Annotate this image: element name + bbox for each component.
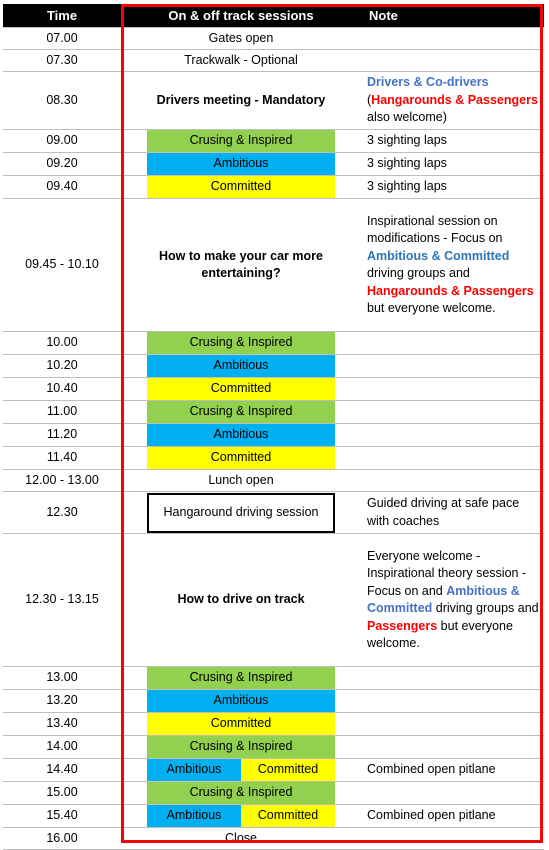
session-cell	[121, 130, 361, 153]
session-cell	[121, 153, 361, 176]
session-block: Crusing & Inspired	[147, 782, 335, 804]
note-cell	[361, 782, 544, 805]
header-time: Time	[3, 4, 121, 28]
time-cell: 11.20	[46, 427, 78, 442]
note-part: (	[367, 92, 372, 107]
time-cell: 13.20	[46, 693, 78, 708]
session-cell	[121, 690, 361, 713]
session-cell	[121, 332, 361, 355]
note-part: also welcome)	[367, 110, 447, 125]
time-cell: 11.00	[46, 404, 78, 419]
note-part: Ambitious & Committed	[367, 583, 520, 615]
note-part: Hangarounds & Passengers	[371, 92, 538, 107]
note-cell	[361, 72, 544, 130]
note-cell	[361, 470, 544, 492]
session-cell: Trackwalk - Optional	[184, 52, 298, 67]
note-part: Inspirational session on modifications - Focus on	[367, 213, 503, 245]
session-cell	[121, 176, 361, 199]
table-row	[3, 805, 544, 828]
session-cell	[121, 736, 361, 759]
session-block: Ambitious	[147, 690, 335, 712]
time-cell: 09.40	[46, 179, 78, 194]
note-part: driving groups and	[367, 266, 470, 280]
table-row	[3, 447, 544, 470]
session-cell	[121, 401, 361, 424]
table-row	[3, 782, 544, 805]
table-row	[3, 828, 544, 850]
note-part: Passengers	[367, 618, 438, 633]
session-block-committed: Committed	[241, 805, 335, 827]
session-cell	[121, 355, 361, 378]
session-cell	[121, 667, 361, 690]
table-row	[3, 492, 544, 534]
note-cell	[361, 378, 544, 401]
note-part: but everyone welcome.	[367, 301, 496, 315]
note-cell	[361, 667, 544, 690]
session-cell	[121, 805, 361, 828]
session-cell: How to make your car more entertaining?	[159, 248, 323, 280]
time-cell: 10.00	[46, 335, 78, 350]
table-row	[3, 424, 544, 447]
note-cell: Combined open pitlane	[367, 762, 496, 777]
table-row	[3, 534, 544, 667]
session-block: Crusing & Inspired	[147, 130, 335, 152]
time-cell: 12.30 - 13.15	[25, 592, 99, 607]
header-sessions: On & off track sessions	[121, 4, 361, 28]
note-cell	[361, 50, 544, 72]
note-cell	[361, 713, 544, 736]
note-part: Hangarounds & Passengers	[367, 283, 534, 298]
time-cell: 12.30	[46, 504, 78, 519]
note-cell	[361, 424, 544, 447]
session-cell: Gates open	[208, 30, 274, 45]
table-row	[3, 50, 544, 72]
table-row	[3, 759, 544, 782]
table-row	[3, 28, 544, 50]
table-row	[3, 736, 544, 759]
time-cell: 13.40	[46, 716, 78, 731]
session-block: Ambitious	[147, 153, 335, 175]
time-cell: 15.00	[46, 785, 78, 800]
session-cell: How to drive on track	[177, 592, 305, 607]
schedule-table	[3, 4, 544, 850]
table-row	[3, 401, 544, 424]
note-cell	[361, 828, 544, 850]
table-row	[3, 470, 544, 492]
time-cell: 14.40	[46, 762, 78, 777]
note-part: but everyone welcome.	[367, 618, 513, 650]
table-row	[3, 713, 544, 736]
note-cell	[361, 28, 544, 50]
session-cell: Lunch open	[208, 472, 274, 487]
session-cell	[121, 424, 361, 447]
time-cell: 09.20	[46, 156, 78, 171]
session-block-committed: Committed	[241, 759, 335, 781]
session-block: Committed	[147, 447, 335, 469]
session-cell	[121, 447, 361, 470]
note-cell	[361, 332, 544, 355]
note-cell: Combined open pitlane	[367, 808, 496, 823]
session-block: Crusing & Inspired	[147, 736, 335, 758]
time-cell: 07.00	[46, 30, 78, 45]
time-cell: 09.45 - 10.10	[25, 257, 99, 272]
note-cell: 3 sighting laps	[367, 179, 447, 194]
session-block-ambitious: Ambitious	[147, 759, 241, 781]
table-row	[3, 690, 544, 713]
session-block: Committed	[147, 713, 335, 735]
note-cell: Guided driving at safe pace with coaches	[367, 496, 520, 528]
table-row	[3, 72, 544, 130]
note-cell: 3 sighting laps	[367, 133, 447, 148]
session-block-ambitious: Ambitious	[147, 805, 241, 827]
note-cell	[361, 355, 544, 378]
time-cell: 10.40	[46, 381, 78, 396]
time-cell: 11.40	[46, 450, 78, 465]
time-cell: 09.00	[46, 133, 78, 148]
session-cell: Close	[225, 830, 257, 845]
note-cell	[361, 447, 544, 470]
note-part: Everyone welcome - Inspirational theory session - Focus on and	[367, 548, 527, 598]
session-cell	[121, 713, 361, 736]
time-cell: 16.00	[46, 830, 78, 845]
time-cell: 10.20	[46, 358, 78, 373]
session-cell: Drivers meeting - Mandatory	[156, 92, 326, 107]
table-row	[3, 199, 544, 332]
table-row	[3, 667, 544, 690]
session-block: Ambitious	[147, 355, 335, 377]
note-cell	[361, 690, 544, 713]
table-row	[3, 378, 544, 401]
time-cell: 08.30	[46, 92, 78, 107]
session-block: Committed	[147, 176, 335, 198]
header-row	[3, 4, 544, 28]
session-cell	[121, 782, 361, 805]
table-row	[3, 130, 544, 153]
session-block: Crusing & Inspired	[147, 332, 335, 354]
note-cell	[361, 199, 544, 332]
note-cell	[361, 736, 544, 759]
session-cell	[121, 759, 361, 782]
time-cell: 13.00	[46, 670, 78, 685]
note-cell: 3 sighting laps	[367, 156, 447, 171]
split-session	[147, 759, 335, 781]
note-cell	[361, 534, 544, 667]
header-note: Note	[361, 4, 544, 28]
time-cell: 07.30	[46, 52, 78, 67]
time-cell: 14.00	[46, 739, 78, 754]
session-block: Committed	[147, 378, 335, 400]
session-cell	[121, 492, 361, 534]
table-row	[3, 176, 544, 199]
session-block: Crusing & Inspired	[147, 401, 335, 423]
note-part: driving groups and	[432, 601, 539, 615]
session-cell	[121, 378, 361, 401]
note-cell	[361, 401, 544, 424]
note-part: Ambitious & Committed	[367, 248, 510, 263]
table-row	[3, 332, 544, 355]
time-cell: 12.00 - 13.00	[25, 472, 99, 487]
session-block: Crusing & Inspired	[147, 667, 335, 689]
table-row	[3, 153, 544, 176]
table-row	[3, 355, 544, 378]
hangaround-session-box: Hangaround driving session	[147, 493, 335, 533]
split-session	[147, 805, 335, 827]
session-block: Ambitious	[147, 424, 335, 446]
time-cell: 15.40	[46, 808, 78, 823]
note-part: Drivers & Co-drivers	[367, 75, 489, 90]
